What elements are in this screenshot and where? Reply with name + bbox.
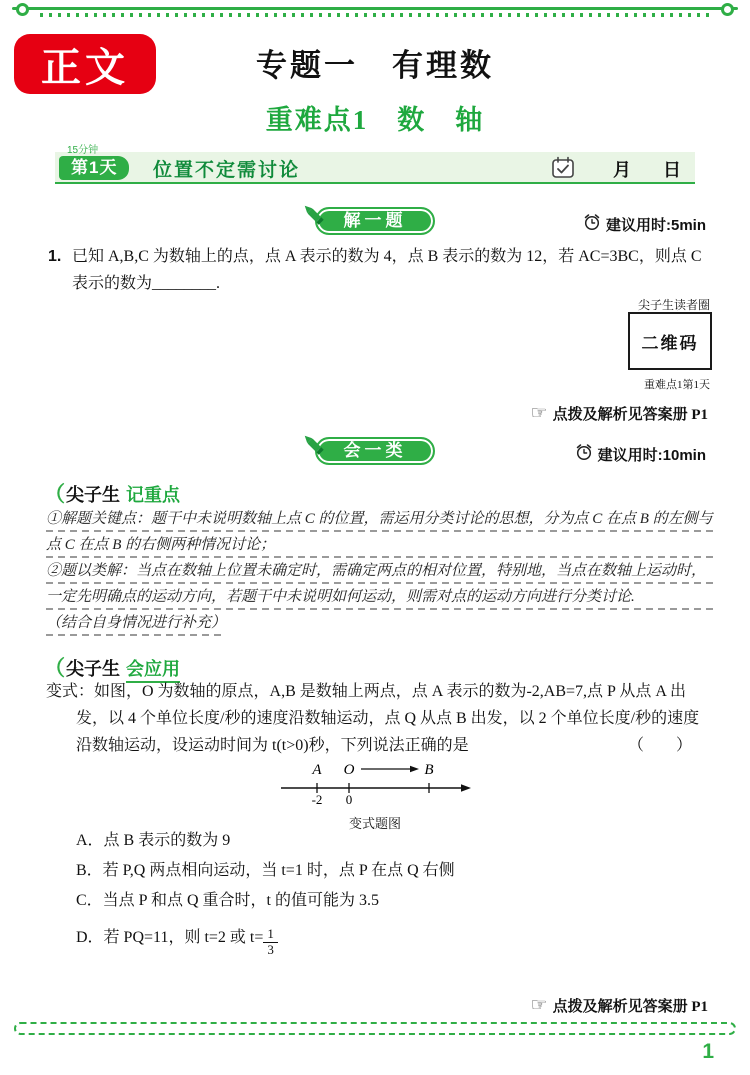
answer-reference-1 — [531, 402, 708, 425]
day-bar-title: 位置不定需讨论 — [153, 160, 301, 181]
top-border-line — [12, 7, 738, 10]
page-title: 专题一 有理数 — [256, 48, 494, 83]
variant-problem-text: 变式：如图，O 为数轴的原点，A,B 是数轴上两点，点 A 表示的数为-2,AB=7,点 P 从点 A 出发，以 4 个单位长度/秒的速度沿数轴运动，点 Q 从点 B 出发，以 2 个单位长度/秒的速度沿数轴运动，设运动时间为 t(t>0)秒，下列说法正确的是 — [46, 683, 700, 754]
fraction-denominator: 3 — [267, 942, 274, 957]
day-header-bar — [55, 145, 695, 184]
fraction-numerator: 1 — [263, 927, 278, 943]
answer-reference-2 — [531, 994, 708, 1017]
corner-badge: 正文 — [14, 34, 156, 94]
page-subtitle: 重难点1 数 轴 — [265, 105, 485, 135]
option-d-text: D．若 PQ=11，则 t=2 或 t= — [76, 929, 264, 946]
top-border-ticks — [40, 13, 710, 17]
key-notes-header-black: 尖子生 — [66, 485, 120, 505]
options-list — [76, 826, 455, 960]
qr-code — [628, 312, 712, 370]
pointing-hand-icon: ☞ — [530, 995, 548, 1016]
time-hint-1 — [583, 213, 706, 235]
pencil-icon — [299, 430, 327, 465]
answer-reference-2-text: 点拨及解析见答案册 P1 — [552, 999, 708, 1015]
figure-label-a: A — [312, 762, 322, 778]
bottom-border — [14, 1022, 736, 1035]
apply-header-black: 尖子生 — [66, 659, 120, 679]
top-right-ring-icon — [721, 3, 734, 16]
day-badge: 第1天 — [59, 156, 129, 180]
problem-1 — [48, 243, 710, 297]
top-left-ring-icon — [16, 3, 29, 16]
calendar-check-icon — [551, 156, 575, 185]
apply-header-green: 会应用 — [126, 659, 180, 683]
option-d — [76, 916, 455, 960]
minutes-tag: 15分钟 — [67, 145, 99, 156]
reader-circle-label: 尖子生读者圈 — [637, 298, 710, 312]
green-bracket: （ — [44, 656, 65, 680]
figure-label-o: O — [343, 762, 355, 778]
figure-caption: 变式题图 — [348, 816, 401, 831]
figure-tick-zero: 0 — [345, 792, 353, 806]
number-line-figure — [275, 760, 475, 832]
category-pill — [315, 437, 435, 465]
time-hint-1-text: 建议用时:5min — [605, 216, 706, 234]
green-bracket: （ — [44, 482, 65, 506]
pencil-icon — [299, 200, 327, 235]
time-hint-2 — [575, 443, 706, 465]
time-hint-2-text: 建议用时:10min — [597, 446, 706, 464]
qr-code-label: 二维码 — [641, 333, 699, 353]
timer-icon — [575, 443, 593, 465]
fraction — [263, 927, 278, 958]
figure-tick-minus2: -2 — [311, 792, 323, 806]
note-line-3: （结合自身情况进行补充） — [46, 610, 226, 636]
note-line-1: ①解题关键点：题干中未说明数轴上点 C 的位置，需运用分类讨论的思想，分为点 C 在点 B 的左侧与点 C 在点 B 的右侧两种情况讨论； — [46, 506, 714, 558]
timer-icon — [583, 213, 601, 235]
qr-caption: 重难点1第1天 — [644, 379, 710, 391]
answer-reference-1-text: 点拨及解析见答案册 P1 — [552, 407, 708, 423]
figure-label-b: B — [424, 762, 434, 778]
category-pill-label: 会一类 — [343, 441, 407, 460]
option-c: C．当点 P 和点 Q 重合时，t 的值可能为 3.5 — [76, 892, 379, 909]
answer-blank: （ ） — [627, 737, 692, 754]
page-number: 1 — [702, 1040, 714, 1063]
date-label: 日 — [663, 160, 681, 180]
option-a: A．点 B 表示的数为 9 — [76, 832, 231, 849]
key-notes-header — [44, 478, 180, 508]
solve-one-label: 解一题 — [343, 211, 407, 230]
note-line-2: ②题以类解：当点在数轴上位置未确定时，需确定两点的相对位置，特别地，当点在数轴上运动时，一定先明确点的运动方向，若题干中未说明如何运动，则需对点的运动方向进行分类讨论. — [46, 558, 714, 610]
key-notes-header-green: 记重点 — [126, 485, 180, 509]
solve-one-pill — [315, 207, 435, 235]
problem-1-number: 1. — [48, 248, 62, 265]
pointing-hand-icon: ☞ — [530, 403, 548, 424]
month-label: 月 — [613, 160, 631, 180]
key-notes-block — [46, 506, 714, 636]
problem-1-text: 已知 A,B,C 为数轴上的点，点 A 表示的数为 4，点 B 表示的数为 12，若 AC=3BC，则点 C 表示的数为________. — [72, 248, 702, 292]
number-line-svg — [275, 760, 475, 806]
option-b: B．若 P,Q 两点相向运动，当 t=1 时，点 P 在点 Q 右侧 — [76, 862, 455, 879]
